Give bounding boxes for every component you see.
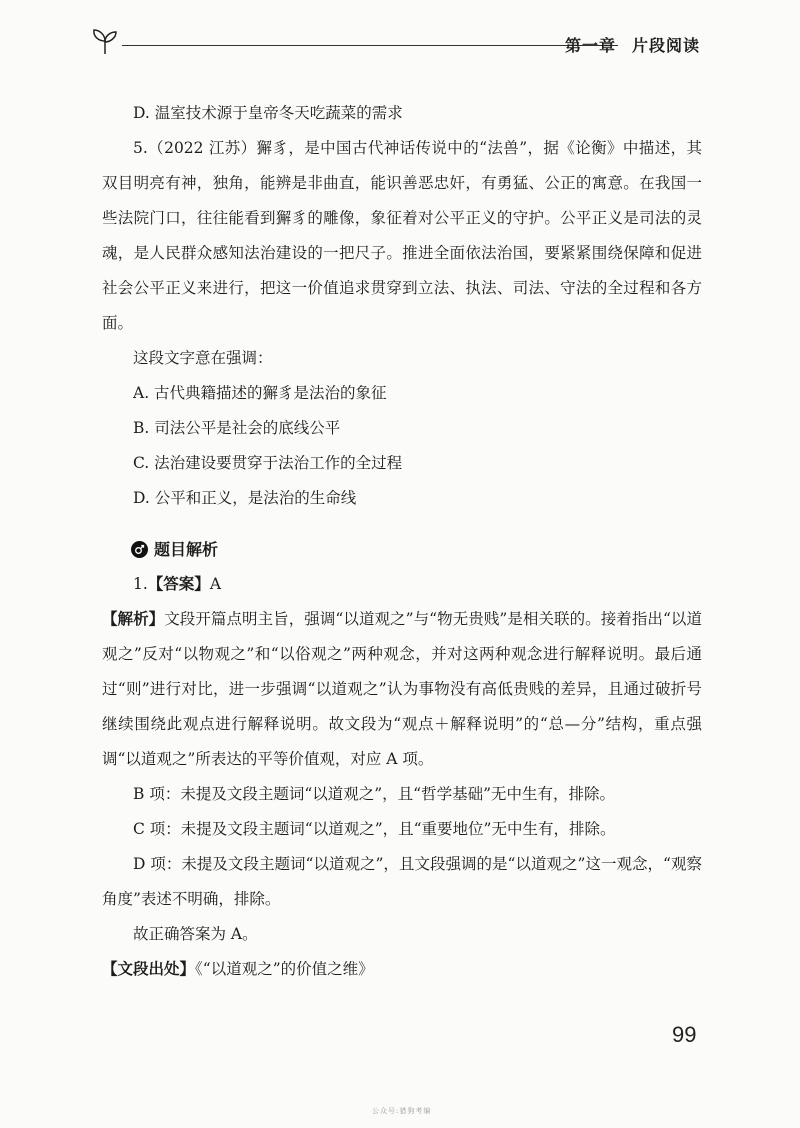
page-number: 99 — [672, 1022, 697, 1047]
option-d: D. 公平和正义，是法治的生命线 — [133, 489, 357, 507]
source-label: 【文段出处】 — [102, 960, 196, 978]
source-text: 《“以道观之”的价值之维》 — [195, 960, 374, 978]
option-c: C. 法治建设要贯穿于法治工作的全过程 — [133, 454, 403, 472]
option-b: B. 司法公平是社会的底线公平 — [133, 419, 341, 437]
option-d-note: D 项：未提及文段主题词“以道观之”，且文段强调的是“以道观之”这一观念，“观察角度”表述不明确，排除。 — [102, 855, 702, 908]
question-prompt: 这段文字意在强调： — [133, 349, 273, 367]
page-content — [102, 96, 702, 987]
explanation-label: 【解析】 — [102, 610, 165, 628]
source-line — [102, 952, 702, 987]
answer-value: A — [209, 575, 222, 593]
analysis-heading-text: 题目解析 — [154, 540, 219, 559]
answer-number: 1. — [133, 575, 148, 593]
explanation-text: 文段开篇点明主旨，强调“以道观之”与“物无贵贱”是相关联的。接着指出“以道观之”反对“以物观之”和“以俗观之”两种观念，并对这两种观念进行解释说明。最后通过“则”进行对比，进一步强调“以道观之”认为事物没有高低贵贱的差异，且通过破折号继续围绕此观点进行解释说明。故文段为“观点＋解释说明”的“总—分”结构，重点强调“以道观之”所表达的平等价值观，对应 A 项。 — [102, 610, 702, 768]
answer-line — [102, 567, 702, 602]
watermark: 公众号:猎狗考编 — [372, 1107, 432, 1115]
chapter-title — [565, 33, 700, 56]
conclusion: 故正确答案为 A。 — [133, 925, 258, 943]
option-a: A. 古代典籍描述的獬豸是法治的象征 — [133, 384, 387, 402]
chapter-number: 第一章 — [564, 36, 616, 55]
header-rule — [122, 45, 618, 46]
explanation-paragraph — [102, 602, 702, 777]
section-name: 片段阅读 — [631, 36, 700, 55]
question-passage: 5.（2022 江苏）獬豸，是中国古代神话传说中的“法兽”，据《论衡》中描述，其双目明亮有神，独角，能辨是非曲直，能识善恶忠奸，有勇猛、公正的寓意。在我国一些法院门口，往往能看到獬豸的雕像，象征着对公平正义的守护。公平正义是司法的灵魂，是人民群众感知法治建设的一把尺子。推进全面依法治国，要紧紧围绕保障和促进社会公平正义来进行，把这一价值追求贯穿到立法、执法、司法、守法的全过程和各方面。 — [102, 139, 702, 332]
analysis-icon — [131, 541, 148, 558]
option-b-note: B 项：未提及文段主题词“以道观之”，且“哲学基础”无中生有，排除。 — [133, 785, 616, 803]
sprout-icon — [88, 26, 122, 56]
option-c-note: C 项：未提及文段主题词“以道观之”，且“重要地位”无中生有，排除。 — [133, 820, 616, 838]
page-header — [88, 24, 700, 64]
previous-option-d: D. 温室技术源于皇帝冬天吃蔬菜的需求 — [133, 104, 403, 122]
answer-label: 【答案】 — [147, 575, 210, 593]
analysis-heading — [102, 532, 702, 567]
